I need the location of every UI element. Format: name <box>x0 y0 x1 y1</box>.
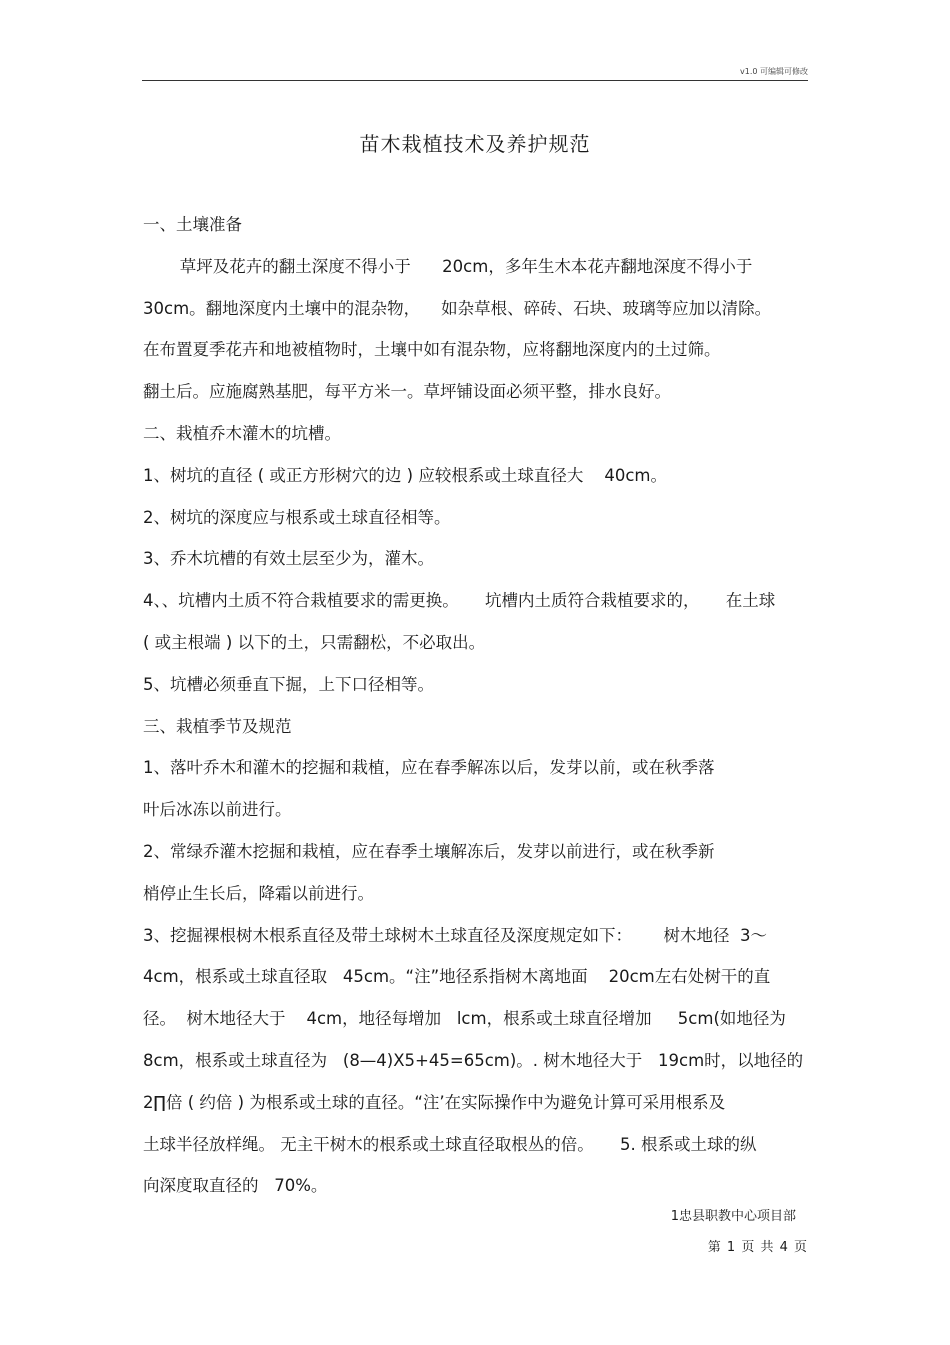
paragraph-line: 3、挖掘裸根树木根系直径及带土球树木土球直径及深度规定如下： 树木地径 3～ <box>143 925 767 945</box>
paragraph-line: 径。 树木地径大于 4cm，地径每增加 lcm，根系或土球直径增加 5cm(如地径为 <box>143 1009 786 1029</box>
paragraph-line: 8cm，根系或土球直径为 (8—4)X5+45=65cm)。. 树木地径大于 19cm时，以地径的 <box>143 1050 804 1070</box>
paragraph-line: 2∏倍 ( 约倍 ) 为根系或土球的直径。“注’在实际操作中为避免计算可采用根系及 <box>143 1092 726 1112</box>
paragraph-line: 2、树坑的深度应与根系或土球直径相等。 <box>143 507 451 527</box>
paragraph-line: 1、落叶乔木和灌木的挖掘和栽植，应在春季解冻以后，发芽以前，或在秋季落 <box>143 758 715 778</box>
footer-organization: 1忠县职教中心项目部 <box>670 1209 796 1224</box>
paragraph-line: 5、坑槽必须垂直下掘，上下口径相等。 <box>143 674 434 694</box>
document-body <box>143 211 809 1214</box>
paragraph-line: 土球半径放样绳。 无主干树木的根系或土球直径取根丛的倍。 5. 根系或土球的纵 <box>143 1134 757 1154</box>
section-heading: 三、栽植季节及规范 <box>143 716 292 736</box>
paragraph-line: 在布置夏季花卉和地被植物时，土壤中如有混杂物，应将翻地深度内的土过筛。 <box>143 340 721 360</box>
paragraph-line: 梢停止生长后，降霜以前进行。 <box>143 883 374 903</box>
paragraph-line: 翻土后。应施腐熟基肥，每平方米一。草坪铺设面必须平整，排水良好。 <box>143 382 671 402</box>
section-heading: 二、栽植乔木灌木的坑槽。 <box>143 423 341 443</box>
paragraph-line: 草坪及花卉的翻土深度不得小于 20cm，多年生木本花卉翻地深度不得小于 <box>143 256 753 276</box>
document-title: 苗木栽植技术及养护规范 <box>359 132 591 156</box>
paragraph-line: 4、、坑槽内土质不符合栽植要求的需更换。 坑槽内土质符合栽植要求的， 在土球 <box>143 591 776 611</box>
paragraph-line: 2、常绿乔灌木挖掘和栽植，应在春季土壤解冻后，发芽以前进行，或在秋季新 <box>143 841 715 861</box>
paragraph-line: 叶后冰冻以前进行。 <box>143 800 292 820</box>
section-heading: 一、土壤准备 <box>143 215 242 234</box>
paragraph-line: 向深度取直径的 70%。 <box>143 1176 328 1196</box>
paragraph-line: 3、乔木坑槽的有效土层至少为，灌木。 <box>143 549 434 569</box>
paragraph-line: 30cm。翻地深度内土壤中的混杂物， 如杂草根、碎砖、石块、玻璃等应加以清除。 <box>143 298 772 318</box>
paragraph-line: 1、树坑的直径 ( 或正方形树穴的边 ) 应较根系或土球直径大 40cm。 <box>143 465 667 485</box>
page-number: 第 1 页 共 4 页 <box>707 1240 808 1255</box>
paragraph-line: 4cm，根系或土球直径取 45cm。“注”地径系指树木离地面 20cm左右处树干的直 <box>143 967 771 987</box>
header-divider <box>142 80 808 81</box>
version-tag: v1.0 可编辑可修改 <box>740 67 808 76</box>
paragraph-line: ( 或主根端 ) 以下的土，只需翻松，不必取出。 <box>143 632 486 652</box>
